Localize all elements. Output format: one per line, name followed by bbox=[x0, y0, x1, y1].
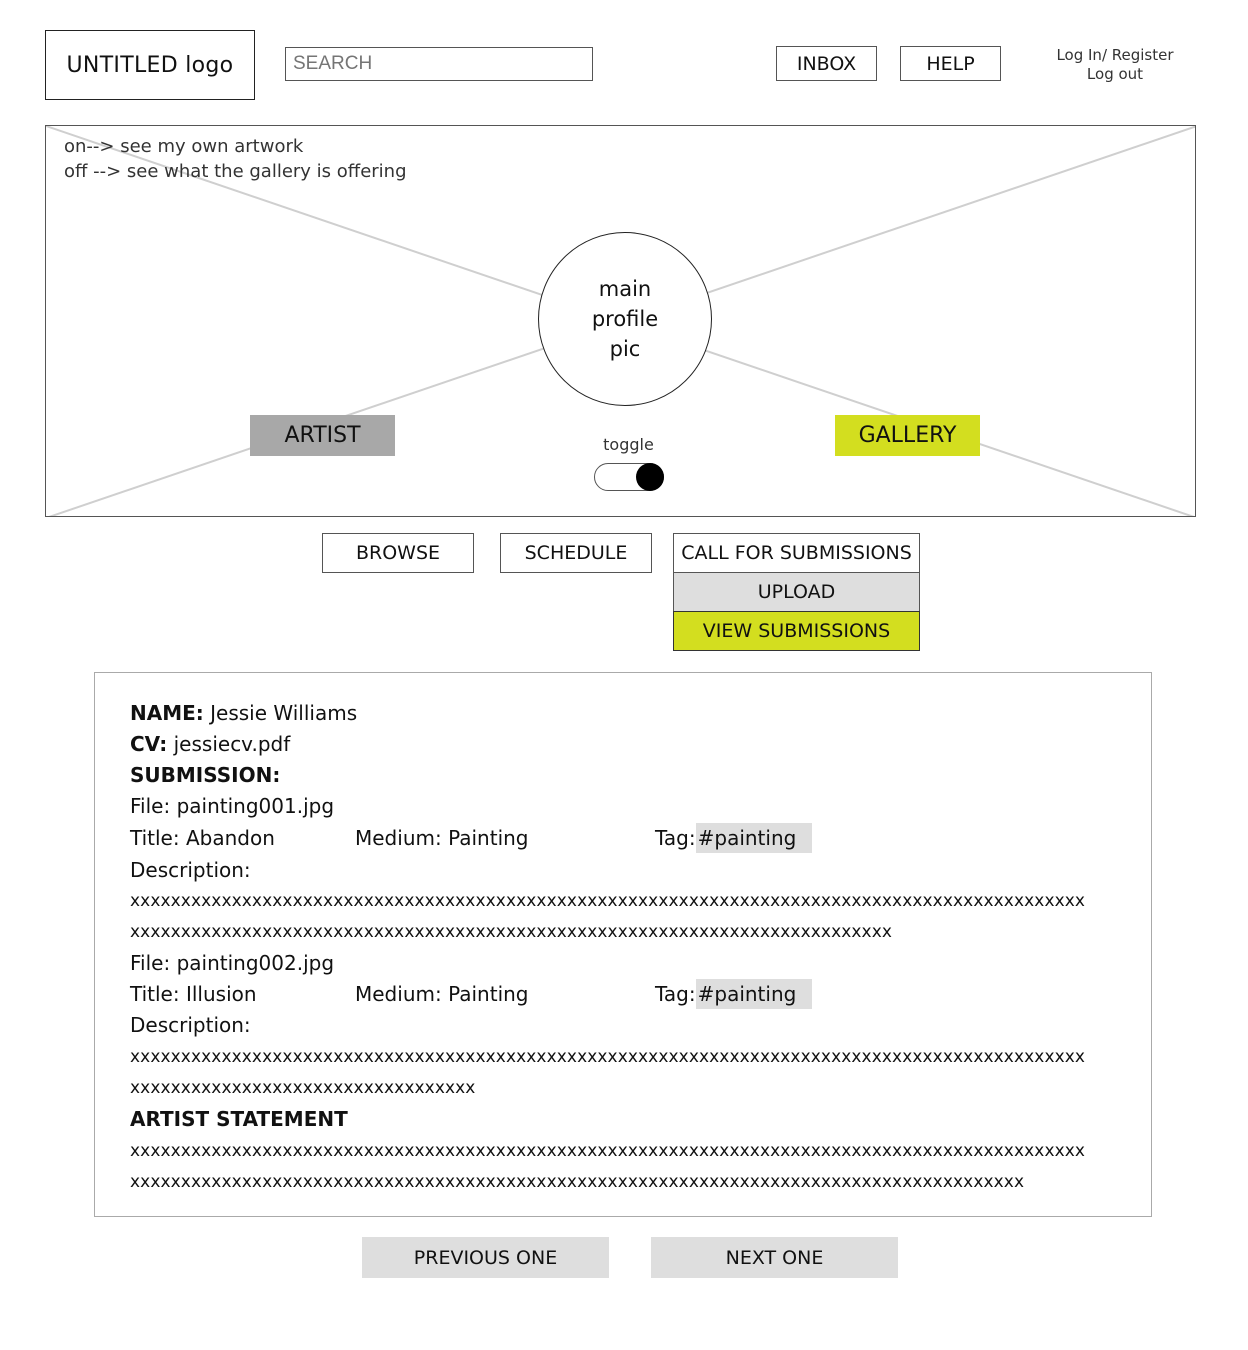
next-button[interactable]: NEXT ONE bbox=[651, 1237, 898, 1278]
mode-toggle-switch[interactable] bbox=[594, 463, 664, 491]
login-register-link[interactable]: Log In/ Register bbox=[1056, 46, 1174, 64]
title-value: Illusion bbox=[185, 982, 257, 1006]
medium-label: Medium: bbox=[355, 982, 442, 1006]
title-row bbox=[130, 982, 257, 1006]
tag-row bbox=[655, 982, 812, 1006]
name-label: NAME: bbox=[130, 701, 204, 725]
call-for-submissions-button[interactable]: CALL FOR SUBMISSIONS bbox=[673, 533, 920, 573]
help-button[interactable]: HELP bbox=[900, 46, 1001, 81]
profile-picture[interactable] bbox=[538, 232, 712, 406]
medium-value: Painting bbox=[448, 826, 529, 850]
cv-row bbox=[130, 732, 290, 756]
artist-name: Jessie Williams bbox=[210, 701, 358, 725]
view-submissions-menu-item[interactable]: VIEW SUBMISSIONS bbox=[673, 611, 920, 651]
medium-row bbox=[355, 826, 529, 850]
gallery-mode-button[interactable]: GALLERY bbox=[835, 415, 980, 456]
file-row bbox=[130, 951, 334, 975]
artist-mode-button[interactable]: ARTIST bbox=[250, 415, 395, 456]
tag-chip[interactable]: #painting bbox=[696, 979, 813, 1009]
submission-detail-card bbox=[94, 672, 1152, 1217]
description-label: Description: bbox=[130, 858, 251, 882]
description-text: xxxxxxxxxxxxxxxxxxxxxxxxxxxxxxxxxxxxxxxxxxxxxxxxxxxxxxxxxxxxxxxxxxxxxxxxxxxxxxxxxxxxxxxxxxxxxx bbox=[130, 1047, 1086, 1067]
medium-label: Medium: bbox=[355, 826, 442, 850]
previous-button[interactable]: PREVIOUS ONE bbox=[362, 1237, 609, 1278]
tag-label: Tag: bbox=[655, 982, 696, 1006]
file-label: File: bbox=[130, 951, 171, 975]
cv-file-link[interactable]: jessiecv.pdf bbox=[173, 732, 291, 756]
file-name[interactable]: painting001.jpg bbox=[176, 794, 335, 818]
title-label: Title: bbox=[130, 826, 180, 850]
toggle-knob bbox=[636, 463, 664, 491]
description-text: xxxxxxxxxxxxxxxxxxxxxxxxxxxxxxxxxx bbox=[130, 1078, 476, 1098]
toggle-note-off: off --> see what the gallery is offering bbox=[64, 161, 407, 182]
name-row bbox=[130, 701, 357, 725]
tag-row bbox=[655, 826, 812, 850]
browse-button[interactable]: BROWSE bbox=[322, 533, 474, 573]
toggle-label: toggle bbox=[603, 435, 654, 454]
file-label: File: bbox=[130, 794, 171, 818]
profile-pic-line: main bbox=[598, 277, 652, 301]
medium-value: Painting bbox=[448, 982, 529, 1006]
artist-statement-text: xxxxxxxxxxxxxxxxxxxxxxxxxxxxxxxxxxxxxxxxxxxxxxxxxxxxxxxxxxxxxxxxxxxxxxxxxxxxxxxxxxxxxxxxxxxxxx bbox=[130, 1141, 1086, 1161]
toggle-note bbox=[64, 134, 407, 184]
logo[interactable]: UNTITLED logo bbox=[45, 30, 255, 100]
title-value: Abandon bbox=[185, 826, 275, 850]
upload-menu-item[interactable]: UPLOAD bbox=[673, 572, 920, 612]
cv-label: CV: bbox=[130, 732, 168, 756]
description-text: xxxxxxxxxxxxxxxxxxxxxxxxxxxxxxxxxxxxxxxxxxxxxxxxxxxxxxxxxxxxxxxxxxxxxxxxxxx bbox=[130, 922, 893, 942]
artist-statement-text: xxxxxxxxxxxxxxxxxxxxxxxxxxxxxxxxxxxxxxxxxxxxxxxxxxxxxxxxxxxxxxxxxxxxxxxxxxxxxxxxxxxxxxxx bbox=[130, 1172, 1025, 1192]
file-name[interactable]: painting002.jpg bbox=[176, 951, 335, 975]
file-row bbox=[130, 794, 334, 818]
submission-label: SUBMISSION: bbox=[130, 763, 281, 787]
inbox-button[interactable]: INBOX bbox=[776, 46, 877, 81]
profile-pic-line: pic bbox=[609, 337, 641, 361]
description-text: xxxxxxxxxxxxxxxxxxxxxxxxxxxxxxxxxxxxxxxxxxxxxxxxxxxxxxxxxxxxxxxxxxxxxxxxxxxxxxxxxxxxxxxxxxxxxx bbox=[130, 891, 1086, 911]
logout-link[interactable]: Log out bbox=[1086, 65, 1144, 83]
title-row bbox=[130, 826, 275, 850]
submission-heading bbox=[130, 763, 280, 787]
schedule-button[interactable]: SCHEDULE bbox=[500, 533, 652, 573]
toggle-note-on: on--> see my own artwork bbox=[64, 136, 304, 157]
medium-row bbox=[355, 982, 529, 1006]
description-label: Description: bbox=[130, 1013, 251, 1037]
tag-chip[interactable]: #painting bbox=[696, 823, 813, 853]
tag-label: Tag: bbox=[655, 826, 696, 850]
title-label: Title: bbox=[130, 982, 180, 1006]
auth-links bbox=[1050, 46, 1180, 84]
profile-banner bbox=[45, 125, 1196, 517]
profile-pic-line: profile bbox=[591, 307, 659, 331]
artist-statement-heading: ARTIST STATEMENT bbox=[130, 1107, 348, 1131]
search-input[interactable] bbox=[285, 47, 593, 81]
